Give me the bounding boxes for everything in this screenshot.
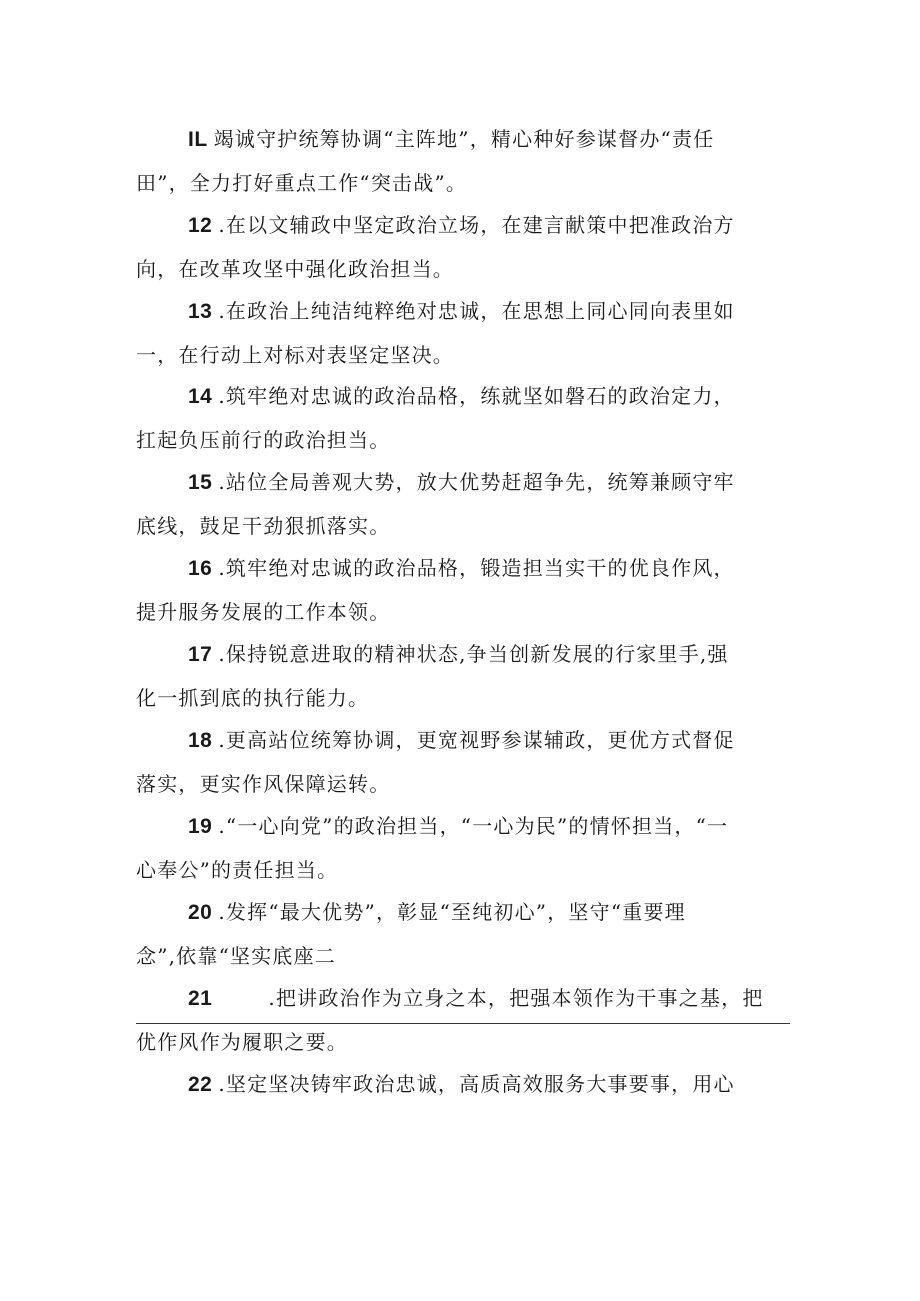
item-number: IL bbox=[188, 128, 208, 151]
list-item bbox=[136, 1062, 790, 1106]
item-text-line-2: 化一抓到底的执行能力。 bbox=[136, 686, 370, 710]
list-item bbox=[136, 203, 790, 291]
item-number: 20 bbox=[188, 901, 213, 924]
item-text-line-1: .坚定坚决铸牢政治忠诚，高质高效服务大事要事，用心 bbox=[218, 1072, 735, 1096]
item-number: 17 bbox=[188, 643, 213, 666]
item-number: 16 bbox=[188, 557, 213, 580]
list-item bbox=[136, 117, 790, 205]
item-text-line-1: .更高站位统筹协调，更宽视野参谋辅政，更优方式督促 bbox=[218, 728, 735, 752]
item-text-line-1: .发挥“最大优势”，彰显“至纯初心”，坚守“重要理 bbox=[218, 900, 686, 924]
item-text-line-2: 底线，鼓足干劲狠抓落实。 bbox=[136, 514, 391, 538]
item-text-line-1: .把讲政治作为立身之本，把强本领作为干事之基，把 bbox=[268, 986, 764, 1010]
item-text-line-1: .“一心向党”的政治担当，“一心为民”的情怀担当，“一 bbox=[218, 814, 729, 838]
list-item bbox=[136, 460, 790, 548]
item-text-line-1: .筑牢绝对忠诚的政治品格，练就坚如磐石的政治定力， bbox=[218, 384, 735, 408]
item-text-line-2: 扛起负压前行的政治担当。 bbox=[136, 428, 391, 452]
item-number: 15 bbox=[188, 471, 213, 494]
list-item bbox=[136, 374, 790, 462]
list-item bbox=[136, 976, 790, 1064]
item-text-line-1: .在以文辅政中坚定政治立场，在建言献策中把准政治方 bbox=[218, 213, 735, 237]
horizontal-rule bbox=[136, 1023, 790, 1024]
item-number: 18 bbox=[188, 729, 213, 752]
item-number: 14 bbox=[188, 385, 213, 408]
list-item bbox=[136, 890, 790, 978]
item-text-line-1: .在政治上纯洁纯粹绝对忠诚，在思想上同心同向表里如 bbox=[218, 299, 735, 323]
list-item bbox=[136, 632, 790, 720]
item-text-line-1: .筑牢绝对忠诚的政治品格，锻造担当实干的优良作风， bbox=[218, 556, 735, 580]
list-item bbox=[136, 289, 790, 377]
list-item bbox=[136, 718, 790, 806]
item-number: 12 bbox=[188, 214, 213, 237]
list-item bbox=[136, 804, 790, 892]
item-number: 22 bbox=[188, 1073, 213, 1096]
list-item bbox=[136, 546, 790, 634]
item-text-line-1: .站位全局善观大势，放大优势赶超争先，统筹兼顾守牢 bbox=[218, 470, 735, 494]
item-number: 21 bbox=[188, 987, 213, 1010]
item-number: 19 bbox=[188, 815, 213, 838]
item-number: 13 bbox=[188, 300, 213, 323]
item-text-line-2: 向，在改革攻坚中强化政治担当。 bbox=[136, 257, 454, 281]
item-text-line-2: 念”,依靠“坚实底座二 bbox=[136, 944, 337, 968]
item-text-line-2: 田”，全力打好重点工作“突击战”。 bbox=[136, 171, 468, 195]
item-text-line-1: .保持锐意进取的精神状态,争当创新发展的行家里手,强 bbox=[218, 642, 729, 666]
item-text-line-2: 心奉公”的责任担当。 bbox=[136, 858, 339, 882]
item-text-line-1: 竭诚守护统筹协调“主阵地”，精心种好参谋督办“责任 bbox=[213, 127, 715, 151]
item-text-line-2: 一，在行动上对标对表坚定坚决。 bbox=[136, 343, 454, 367]
item-text-line-2: 提升服务发展的工作本领。 bbox=[136, 600, 391, 624]
item-text-line-2: 落实，更实作风保障运转。 bbox=[136, 772, 391, 796]
item-text-line-2: 优作风作为履职之要。 bbox=[136, 1030, 348, 1054]
